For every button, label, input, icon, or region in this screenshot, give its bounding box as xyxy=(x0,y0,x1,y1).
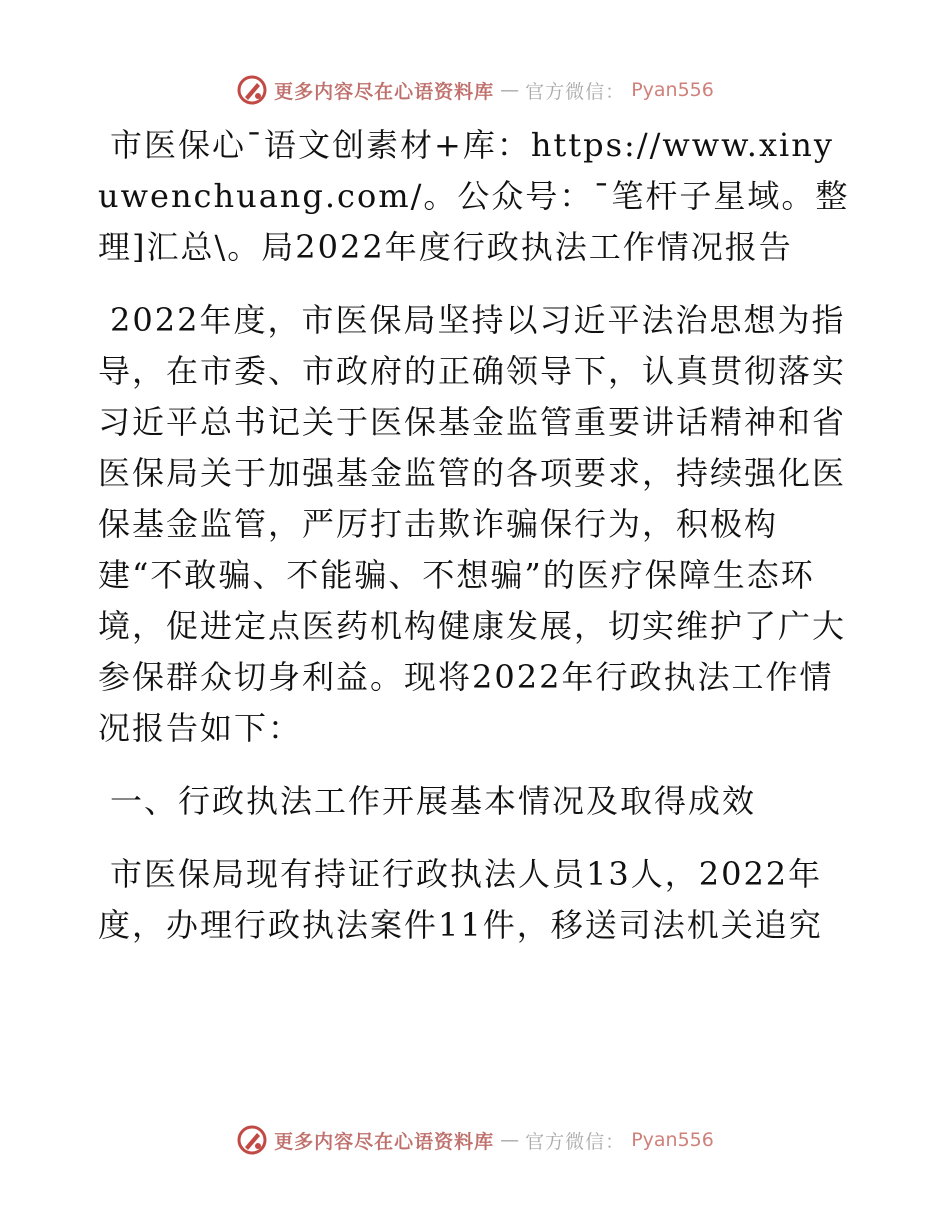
watermark-dash: — xyxy=(500,1129,520,1151)
watermark-wechat-id: Pyan556 xyxy=(631,1129,714,1151)
brand-logo-icon xyxy=(236,74,268,106)
header-watermark xyxy=(0,74,950,106)
watermark-official-label: 官方微信： xyxy=(525,1130,626,1153)
body-paragraph-staffing: 市医保局现有持证行政执法人员13人，2022年度，办理行政执法案件11件，移送司法机关追究 xyxy=(98,855,823,944)
brand-logo-icon xyxy=(236,1124,268,1156)
document-body xyxy=(98,120,850,951)
body-paragraph-intro: 2022年度，市医保局坚持以习近平法治思想为指导，在市委、市政府的正确领导下，认真贯彻落实习近平总书记关于医保基金监管重要讲话精神和省医保局关于加强基金监管的各项要求，持续强化医保基金监管，严厉打击欺诈骗保行为，积极构建“不敢骗、不能骗、不想骗”的医疗保障生态环境，促进定点医药机构健康发展，切实维护了广大参保群众切身利益。现将2022年行政执法工作情况报告如下： xyxy=(98,301,847,747)
watermark-official-label: 官方微信： xyxy=(525,80,626,103)
watermark-text: 更多内容尽在心语资料库 xyxy=(274,80,495,103)
footer-watermark xyxy=(0,1124,950,1156)
document-title-paragraph: 市医保心¯语文创素材+库：https://www.xinyuwenchuang.com/。公众号：¯笔杆子星域。整理]汇总\。局2022年度行政执法工作情况报告 xyxy=(98,126,850,266)
watermark-text: 更多内容尽在心语资料库 xyxy=(274,1130,495,1153)
watermark-dash: — xyxy=(500,79,520,101)
section-heading: 一、行政执法工作开展基本情况及取得成效 xyxy=(110,782,757,820)
watermark-wechat-id: Pyan556 xyxy=(631,79,714,101)
